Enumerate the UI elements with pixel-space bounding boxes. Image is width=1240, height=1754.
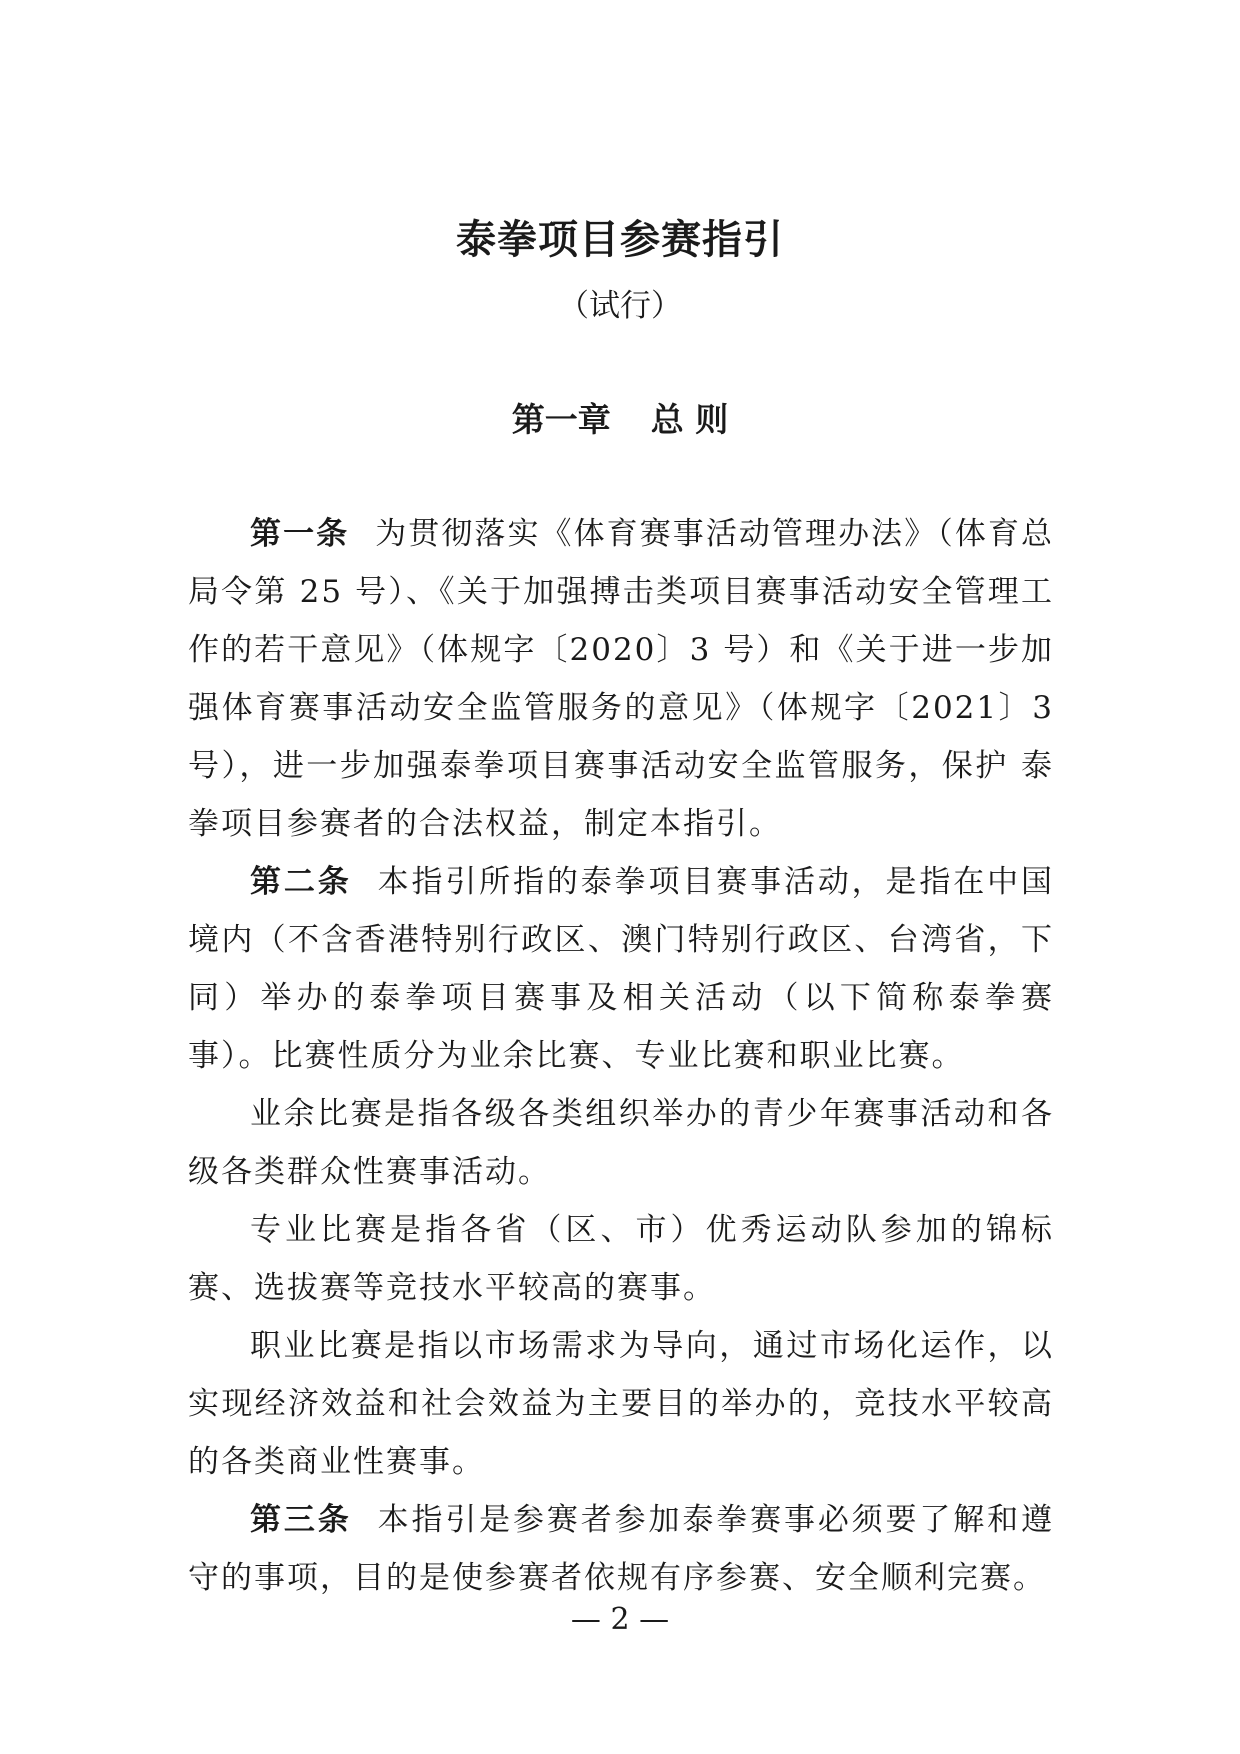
article-text: 本指引所指的泰拳项目赛事活动，是指在中国境内（不含香港特别行政区、澳门特别行政区、台湾省，下同）举办的泰拳项目赛事及相关活动（以下简称泰拳赛事）。比赛性质分为业余比赛、专业比赛和职业比赛。 [188, 864, 1055, 1074]
article-label: 第一条 [250, 516, 350, 552]
chapter-number: 第一章 [511, 400, 611, 439]
article-paragraph [188, 1491, 1054, 1607]
article-text: 本指引是参赛者参加泰拳赛事必须要了解和遵守的事项，目的是使参赛者依规有序参赛、安全顺利完赛。 [188, 1502, 1055, 1596]
article-label: 第二条 [250, 864, 352, 900]
article-paragraph [188, 853, 1054, 1085]
article-label: 第三条 [250, 1502, 352, 1538]
paragraph-text: 职业比赛是指以市场需求为导向，通过市场化运作，以实现经济效益和社会效益为主要目的举办的，竞技水平较高的各类商业性赛事。 [188, 1328, 1054, 1480]
article-paragraph [188, 505, 1054, 853]
chapter-heading [0, 398, 1240, 442]
page-number: — 2 — [570, 1602, 670, 1637]
document-title: 泰拳项目参赛指引 [456, 216, 784, 263]
chapter-name: 总 则 [650, 400, 729, 439]
body-paragraph [188, 1085, 1054, 1201]
article-text: 为贯彻落实《体育赛事活动管理办法》（体育总局令第 25 号）、《关于加强搏击类项目赛事活动安全管理工作的若干意见》（体规字〔2020〕3 号）和《关于进一步加强体育赛事活动安全监管服务的意见》（体规字〔2021〕3 号），进一步加强泰拳项目赛事活动安全监管服务，保护 泰拳项目参赛者的合法权益，制定本指引。 [188, 516, 1055, 842]
body-paragraph [188, 1317, 1054, 1491]
document-subtitle: （试行） [558, 288, 682, 324]
document-body [188, 505, 1054, 1607]
paragraph-text: 专业比赛是指各省（区、市）优秀运动队参加的锦标赛、选拔赛等竞技水平较高的赛事。 [188, 1212, 1054, 1306]
body-paragraph [188, 1201, 1054, 1317]
paragraph-text: 业余比赛是指各级各类组织举办的青少年赛事活动和各级各类群众性赛事活动。 [188, 1096, 1054, 1190]
